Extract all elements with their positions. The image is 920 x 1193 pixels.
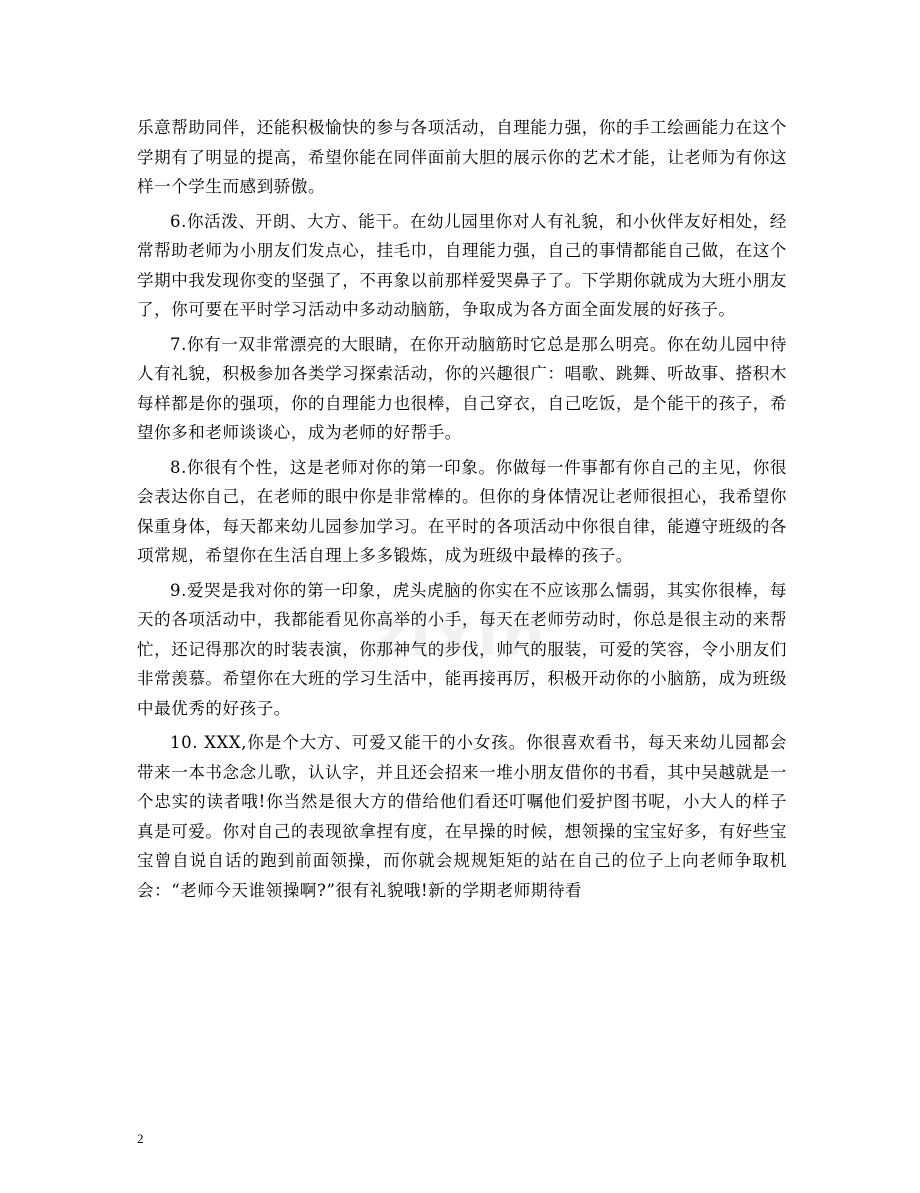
paragraph-item-9: 9.爱哭是我对你的第一印象，虎头虎脑的你实在不应该那么懦弱，其实你很棒，每天的各项活动中，我都能看见你高举的小手，每天在老师劳动时，你总是很主动的来帮忙，还记得那次的时装表演，你那神气的步伐，帅气的服装，可爱的笑容，令小朋友们非常羡慕。希望你在大班的学习生活中，能再接再厉，积极开动你的小脑筋，成为班级中最优秀的好孩子。 — [137, 580, 787, 718]
paragraph-item-7: 7.你有一双非常漂亮的大眼睛，在你开动脑筋时它总是那么明亮。你在幼儿园中待人有礼貌，积极参加各类学习探索活动，你的兴趣很广：唱歌、跳舞、听故事、搭积木每样都是你的强项，你的自理能力也很棒，自己穿衣，自己吃饭，是个能干的孩子，希望你多和老师谈谈心，成为老师的好帮手。 — [137, 334, 787, 442]
paragraph-continuation: 乐意帮助同伴，还能积极愉快的参与各项活动，自理能力强，你的手工绘画能力在这个学期有了明显的提高，希望你能在同伴面前大胆的展示你的艺术才能，让老师为有你这样一个学生而感到骄傲。 — [137, 118, 787, 196]
document-body — [137, 113, 787, 910]
paragraph-item-8: 8.你很有个性，这是老师对你的第一印象。你做每一件事都有你自己的主见，你很会表达你自己，在老师的眼中你是非常棒的。但你的身体情况让老师很担心，我希望你保重身体，每天都来幼儿园参加学习。在平时的各项活动中你很自律，能遵守班级的各项常规，希望你在生活自理上多多锻炼，成为班级中最棒的孩子。 — [137, 457, 787, 565]
page-number: 2 — [137, 1131, 144, 1146]
paragraph-item-6: 6.你活泼、开朗、大方、能干。在幼儿园里你对人有礼貌，和小伙伴友好相处，经常帮助老师为小朋友们发点心，挂毛巾，自理能力强，自己的事情都能自己做，在这个学期中我发现你变的坚强了，不再象以前那样爱哭鼻子了。下学期你就成为大班小朋友了，你可要在平时学习活动中多动动脑筋，争取成为各方面全面发展的好孩子。 — [137, 211, 787, 319]
watermark: zixin — [371, 600, 549, 670]
paragraph-item-10: 10. XXX,你是个大方、可爱又能干的小女孩。你很喜欢看书，每天来幼儿园都会带来一本书念念儿歌，认认字，并且还会招来一堆小朋友借你的书看，其中吴越就是一个忠实的读者哦!你当然是很大方的借给他们看还叮嘱他们爱护图书呢，小大人的样子真是可爱。你对自己的表现欲拿捏有度，在早操的时候，想领操的宝宝好多，有好些宝宝曾自说自话的跑到前面领操，而你就会规规矩矩的站在自己的位子上向老师争取机会：“老师今天谁领操啊?”很有礼貌哦!新的学期老师期待看 — [137, 733, 787, 900]
